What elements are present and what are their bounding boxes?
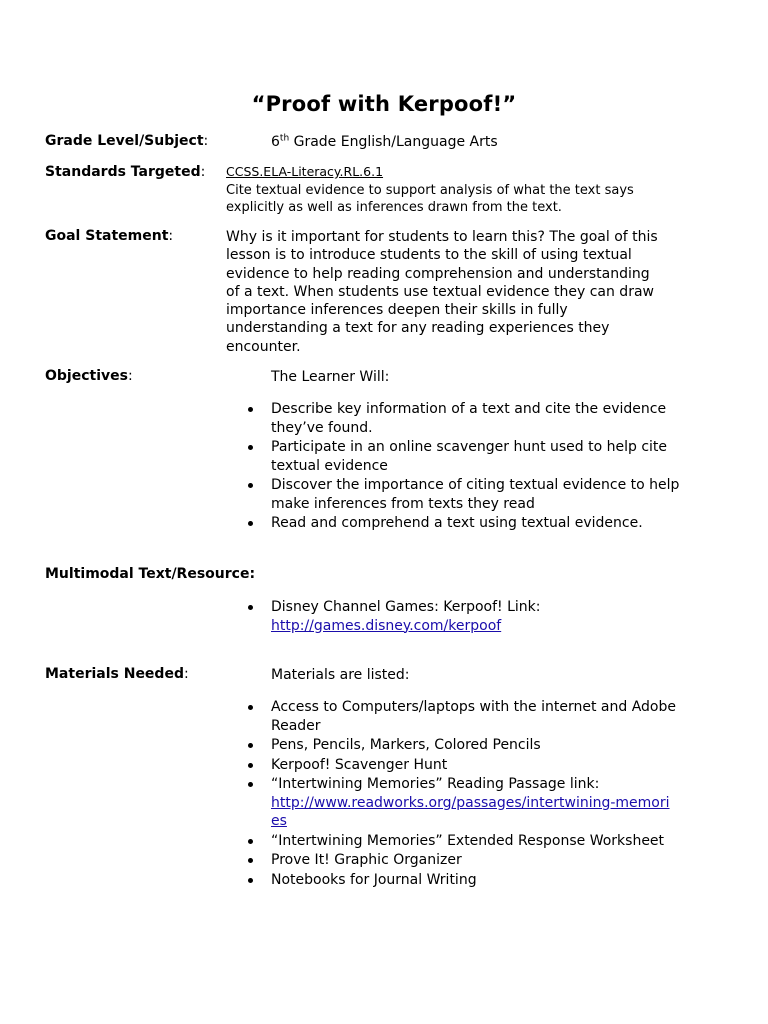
multimodal-label: Multimodal Text/Resource: (45, 566, 256, 582)
list-item: Read and comprehend a text using textual evidence. (246, 514, 686, 533)
objectives-label: Objectives: (45, 368, 133, 384)
multimodal-list (246, 598, 686, 636)
list-item: “Intertwining Memories” Extended Response Worksheet (246, 832, 676, 851)
goal-label: Goal Statement: (45, 228, 174, 244)
standards-code: CCSS.ELA-Literacy.RL.6.1 (226, 164, 384, 179)
page-title: “Proof with Kerpoof!” (251, 92, 517, 116)
list-item: Disney Channel Games: Kerpoof! Link: http://games.disney.com/kerpoof (246, 598, 686, 635)
list-item: Participate in an online scavenger hunt used to help cite textual evidence (246, 438, 686, 475)
readworks-link[interactable]: http://www.readworks.org/passages/intertwining-memories (271, 794, 670, 829)
kerpoof-link[interactable]: http://games.disney.com/kerpoof (271, 617, 502, 634)
grade-label: Grade Level/Subject: (45, 133, 209, 149)
materials-label: Materials Needed: (45, 666, 189, 682)
materials-intro: Materials are listed: (271, 667, 410, 683)
list-item: “Intertwining Memories” Reading Passage link: http://www.readworks.org/passages/intertwining-memories (246, 775, 676, 831)
list-item: Pens, Pencils, Markers, Colored Pencils (246, 736, 676, 755)
objectives-list (246, 400, 686, 534)
standards-text: Cite textual evidence to support analysis of what the text says explicitly as well as inferences drawn from the text. (226, 183, 634, 215)
list-item: Notebooks for Journal Writing (246, 871, 676, 890)
objectives-intro: The Learner Will: (271, 369, 390, 385)
materials-list (246, 698, 676, 890)
list-item: Prove It! Graphic Organizer (246, 851, 676, 870)
standards-label: Standards Targeted: (45, 164, 206, 180)
list-item: Kerpoof! Scavenger Hunt (246, 756, 676, 775)
grade-value: 6th Grade English/Language Arts (271, 133, 498, 150)
list-item: Describe key information of a text and cite the evidence they’ve found. (246, 400, 686, 437)
list-item: Access to Computers/laptops with the internet and Adobe Reader (246, 698, 676, 735)
goal-text: Why is it important for students to learn this? The goal of this lesson is to introduce students to the skill of using textual evidence to help reading comprehension and understanding of a text. When students use textual evidence they can draw importance inferences deepen their skills in fully understanding a text for any reading experiences they encounter. (226, 229, 658, 355)
list-item: Discover the importance of citing textual evidence to help make inferences from texts they read (246, 476, 686, 513)
